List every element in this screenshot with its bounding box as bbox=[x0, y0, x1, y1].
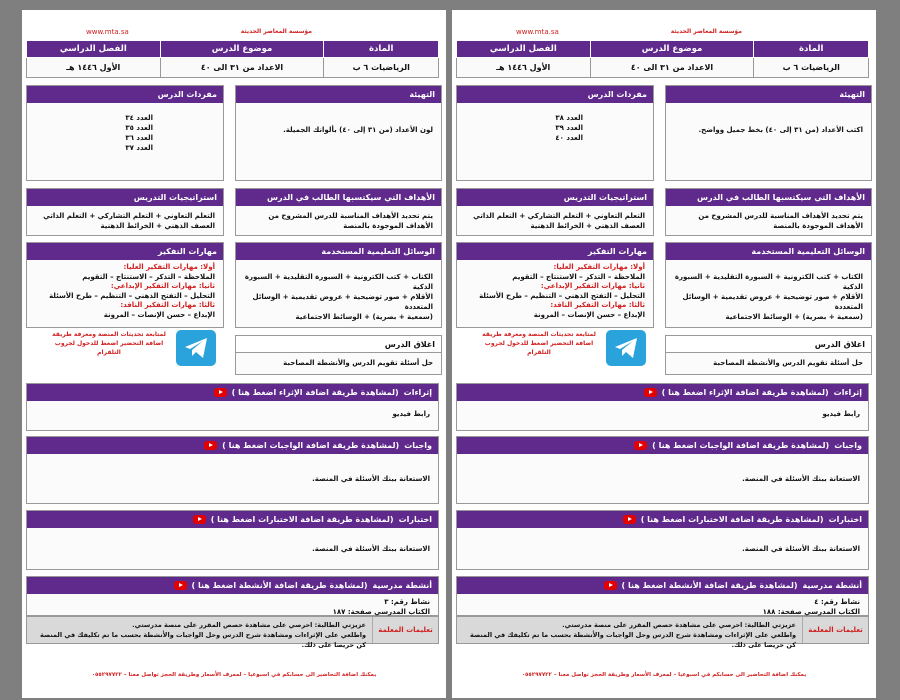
thinking-heading-2: ثانيا: مهارات التفكير الإبداعي: bbox=[540, 282, 645, 290]
intro-box bbox=[665, 85, 872, 181]
tests-box bbox=[26, 510, 439, 570]
term-value: الأول ١٤٤٦ هـ bbox=[457, 58, 591, 78]
intro-box bbox=[235, 85, 442, 181]
telegram-text[interactable]: لمتابعة تحديثات المنصة ومعرفة طريقة اضافة التحضير اضغط للدخول لجروب التلقرام bbox=[52, 331, 166, 356]
page-footer: يمكنك اضافة التحاضير الى حسابكم في اسبوعيا – لمعرف الأسعار وطريقة الحجز تواصل معنا – ٠٥٥٢٩٧٧٢٢ bbox=[91, 672, 377, 678]
thinking-line-3: الإبداع – حسن الإنصات – المرونة bbox=[103, 310, 215, 319]
activity-number: نشاط رقم: ٣ bbox=[384, 598, 430, 606]
telegram-promo[interactable] bbox=[26, 328, 224, 376]
thinking-heading-1: أولا: مهارات التفكير العليا: bbox=[553, 263, 645, 271]
homework-header bbox=[457, 437, 868, 454]
activity-header bbox=[457, 577, 868, 594]
activity-title: أنشطة مدرسية bbox=[802, 581, 862, 590]
vocab-box bbox=[26, 85, 224, 181]
thinking-line-1: الملاحظة – التذكر – الاستنتاج – التقويم bbox=[82, 272, 215, 281]
goals-title: الأهداف التي سيكتسبها الطالب في الدرس bbox=[666, 189, 871, 206]
thinking-title: مهارات التفكير bbox=[27, 243, 223, 260]
activity-guide-link[interactable]: (لمشاهدة طريقة اضافة الأنشطة اضغط هنا ) bbox=[191, 581, 368, 590]
lesson-info-table bbox=[26, 40, 439, 78]
subject-header: المادة bbox=[754, 41, 869, 58]
goals-box bbox=[235, 188, 442, 236]
organization-name: مؤسسة المعاصر الحديثة bbox=[240, 28, 312, 35]
strategies-line-1: التعلم التعاوني + التعلم التشاركي + التعلم الذاتي bbox=[473, 212, 645, 220]
intro-text: اكتب الأعداد (من ٣١ إلى ٤٠) بخط جميل وواضح. bbox=[698, 126, 863, 134]
strategies-title: استراتيجيات التدريس bbox=[27, 189, 223, 206]
tests-header bbox=[457, 511, 868, 528]
media-line-3: (سمعية + بصرية) + الوسائط الاجتماعية bbox=[295, 313, 433, 321]
thinking-box bbox=[26, 242, 224, 328]
vocab-item: العدد ٣٩ bbox=[555, 124, 583, 132]
homework-guide-link[interactable]: (لمشاهدة طريقة اضافة الواجبات اضغط هنا ) bbox=[222, 441, 400, 450]
strategies-line-2: العصف الذهني + الخرائط الذهنية bbox=[530, 222, 645, 230]
teacher-notes bbox=[26, 616, 439, 649]
vocab-list bbox=[457, 103, 653, 148]
enrichment-box bbox=[456, 383, 869, 431]
closing-text: حل أسئلة تقويم الدرس والأنشطة المصاحبة bbox=[283, 359, 433, 367]
activity-box bbox=[456, 576, 869, 616]
enrichment-guide-link[interactable]: (لمشاهدة طريقة اضافة الإثراء اضغط هنا ) bbox=[231, 388, 399, 397]
media-box bbox=[235, 242, 442, 328]
vocab-item: العدد ٣٥ bbox=[125, 124, 153, 132]
homework-header bbox=[27, 437, 438, 454]
tests-title: اختبارات bbox=[828, 515, 862, 524]
strategies-box bbox=[26, 188, 224, 236]
enrichment-title: إثراءات bbox=[403, 388, 432, 397]
tests-guide-link[interactable]: (لمشاهدة طريقة اضافة الاختبارات اضغط هنا ) bbox=[640, 515, 824, 524]
goals-box bbox=[665, 188, 872, 236]
lesson-info-table bbox=[456, 40, 869, 78]
enrichment-guide-link[interactable]: (لمشاهدة طريقة اضافة الإثراء اضغط هنا ) bbox=[661, 388, 829, 397]
goals-title: الأهداف التي سيكتسبها الطالب في الدرس bbox=[236, 189, 441, 206]
media-line-2: الأقلام + صور توضيحية + عروض تقديمية + الوسائل المتعددة bbox=[252, 293, 433, 311]
enrichment-header bbox=[27, 384, 438, 401]
activity-number: نشاط رقم: ٤ bbox=[814, 598, 860, 606]
media-line-3: (سمعية + بصرية) + الوسائط الاجتماعية bbox=[725, 313, 863, 321]
youtube-icon[interactable] bbox=[623, 515, 636, 524]
closing-text: حل أسئلة تقويم الدرس والأنشطة المصاحبة bbox=[713, 359, 863, 367]
website-link[interactable]: www.mta.sa bbox=[516, 28, 559, 36]
closing-box bbox=[665, 335, 872, 375]
thinking-heading-3: ثالثا: مهارات التفكير الناقد: bbox=[120, 301, 215, 309]
homework-box bbox=[26, 436, 439, 504]
vocab-box bbox=[456, 85, 654, 181]
lesson-page-1 bbox=[22, 10, 446, 698]
subject-header: المادة bbox=[324, 41, 439, 58]
media-title: الوسائل التعليمية المستخدمة bbox=[236, 243, 441, 260]
lesson-page-2 bbox=[452, 10, 876, 698]
telegram-icon[interactable] bbox=[606, 330, 646, 366]
telegram-promo[interactable] bbox=[456, 328, 654, 376]
vocab-list bbox=[27, 103, 223, 158]
vocab-item: العدد ٣٧ bbox=[125, 144, 153, 152]
homework-guide-link[interactable]: (لمشاهدة طريقة اضافة الواجبات اضغط هنا ) bbox=[652, 441, 830, 450]
youtube-icon[interactable] bbox=[604, 581, 617, 590]
strategies-line-2: العصف الذهني + الخرائط الذهنية bbox=[100, 222, 215, 230]
media-line-2: الأقلام + صور توضيحية + عروض تقديمية + الوسائل المتعددة bbox=[682, 293, 863, 311]
telegram-text[interactable]: لمتابعة تحديثات المنصة ومعرفة طريقة اضافة التحضير اضغط للدخول لجروب التلقرام bbox=[482, 331, 596, 356]
homework-title: واجبات bbox=[834, 441, 862, 450]
activity-header bbox=[27, 577, 438, 594]
teacher-notes-line-1: عزيزتي الطالبة: احرصي على مشاهدة حصص المقرر على منصة مدرستي. bbox=[132, 621, 366, 629]
homework-title: واجبات bbox=[404, 441, 432, 450]
thinking-line-2: التحليل – التفتح الذهني – التنظيم – طرح الأسئلة bbox=[479, 291, 645, 300]
tests-box bbox=[456, 510, 869, 570]
thinking-heading-2: ثانيا: مهارات التفكير الإبداعي: bbox=[110, 282, 215, 290]
page-header bbox=[466, 28, 862, 38]
page-footer: يمكنك اضافة التحاضير الى حسابكم في اسبوعيا – لمعرف الأسعار وطريقة الحجز تواصل معنا – ٠٥٥٢٩٧٧٢٢ bbox=[521, 672, 807, 678]
topic-header: موضوع الدرس bbox=[590, 41, 754, 58]
tests-header bbox=[27, 511, 438, 528]
topic-header: موضوع الدرس bbox=[160, 41, 324, 58]
thinking-line-3: الإبداع – حسن الإنصات – المرونة bbox=[533, 310, 645, 319]
vocab-item: العدد ٣٦ bbox=[125, 134, 153, 142]
teacher-notes-label: تعليمات المعلمة bbox=[372, 617, 438, 643]
thinking-heading-3: ثالثا: مهارات التفكير الناقد: bbox=[550, 301, 645, 309]
thinking-line-1: الملاحظة – التذكر – الاستنتاج – التقويم bbox=[512, 272, 645, 281]
homework-box bbox=[456, 436, 869, 504]
topic-value: الاعداد من ٣١ الى ٤٠ bbox=[590, 58, 754, 78]
thinking-line-2: التحليل – التفتح الذهني – التنظيم – طرح الأسئلة bbox=[49, 291, 215, 300]
subject-value: الرياضيات ٦ ب bbox=[754, 58, 869, 78]
activity-title: أنشطة مدرسية bbox=[372, 581, 432, 590]
media-line-1: الكتاب + كتب الكترونية + السبورة التقليدية + السبورة الذكية bbox=[674, 273, 863, 291]
intro-text: لون الأعداد (من ٣١ إلى ٤٠) بألوانك الجميلة. bbox=[283, 126, 433, 134]
term-header: الفصل الدراسي bbox=[457, 41, 591, 58]
youtube-icon[interactable] bbox=[214, 388, 227, 397]
teacher-notes-line-1: عزيزتي الطالبة: احرصي على مشاهدة حصص المقرر على منصة مدرستي. bbox=[562, 621, 796, 629]
youtube-icon[interactable] bbox=[634, 441, 647, 450]
vocab-item: العدد ٣٨ bbox=[555, 114, 583, 122]
vocab-item: العدد ٣٤ bbox=[125, 114, 153, 122]
enrichment-header bbox=[457, 384, 868, 401]
vocab-title: مفردات الدرس bbox=[457, 86, 653, 103]
strategies-box bbox=[456, 188, 654, 236]
enrichment-box bbox=[26, 383, 439, 431]
thinking-box bbox=[456, 242, 654, 328]
topic-value: الاعداد من ٣١ الى ٤٠ bbox=[160, 58, 324, 78]
tests-text: الاستعانة ببنك الأسئلة في المنصة. bbox=[742, 545, 860, 553]
media-line-1: الكتاب + كتب الكترونية + السبورة التقليدية + السبورة الذكية bbox=[244, 273, 433, 291]
goals-text: يتم تحديد الأهداف المناسبة للدرس المشروح من الأهداف الموجودة بالمنصة bbox=[268, 212, 433, 230]
teacher-notes-label: تعليمات المعلمة bbox=[802, 617, 868, 643]
vocab-title: مفردات الدرس bbox=[27, 86, 223, 103]
media-title: الوسائل التعليمية المستخدمة bbox=[666, 243, 871, 260]
term-value: الأول ١٤٤٦ هـ bbox=[27, 58, 161, 78]
youtube-icon[interactable] bbox=[644, 388, 657, 397]
closing-title: اغلاق الدرس bbox=[236, 336, 441, 353]
activity-page: الكتاب المدرسي صفحة: ١٨٧ bbox=[332, 608, 430, 616]
vocab-item: العدد ٤٠ bbox=[555, 134, 583, 142]
media-box bbox=[665, 242, 872, 328]
tests-guide-link[interactable]: (لمشاهدة طريقة اضافة الاختبارات اضغط هنا ) bbox=[210, 515, 394, 524]
thinking-title: مهارات التفكير bbox=[457, 243, 653, 260]
strategies-line-1: التعلم التعاوني + التعلم التشاركي + التعلم الذاتي bbox=[43, 212, 215, 220]
enrichment-title: إثراءات bbox=[833, 388, 862, 397]
tests-text: الاستعانة ببنك الأسئلة في المنصة. bbox=[312, 545, 430, 553]
closing-title: اغلاق الدرس bbox=[666, 336, 871, 353]
tests-title: اختبارات bbox=[398, 515, 432, 524]
closing-box bbox=[235, 335, 442, 375]
youtube-icon[interactable] bbox=[174, 581, 187, 590]
teacher-notes-line-2: واطلعي على الإثراءات ومشاهدة شرح الدرس وحل الواجبات والأنشطة بحسب ما تم تكليفك في المنصة كن حريصا على ذلك. bbox=[470, 631, 796, 649]
activity-page: الكتاب المدرسي صفحة: ١٨٨ bbox=[762, 608, 860, 616]
youtube-icon[interactable] bbox=[193, 515, 206, 524]
telegram-icon[interactable] bbox=[176, 330, 216, 366]
enrichment-text: رابط فيديو bbox=[392, 410, 430, 418]
page-header bbox=[36, 28, 432, 38]
website-link[interactable]: www.mta.sa bbox=[86, 28, 129, 36]
term-header: الفصل الدراسي bbox=[27, 41, 161, 58]
intro-title: التهيئة bbox=[236, 86, 441, 103]
intro-title: التهيئة bbox=[666, 86, 871, 103]
teacher-notes bbox=[456, 616, 869, 649]
thinking-heading-1: أولا: مهارات التفكير العليا: bbox=[123, 263, 215, 271]
youtube-icon[interactable] bbox=[204, 441, 217, 450]
subject-value: الرياضيات ٦ ب bbox=[324, 58, 439, 78]
homework-text: الاستعانة ببنك الأسئلة في المنصة. bbox=[312, 475, 430, 483]
goals-text: يتم تحديد الأهداف المناسبة للدرس المشروح من الأهداف الموجودة بالمنصة bbox=[698, 212, 863, 230]
activity-guide-link[interactable]: (لمشاهدة طريقة اضافة الأنشطة اضغط هنا ) bbox=[621, 581, 798, 590]
enrichment-text: رابط فيديو bbox=[822, 410, 860, 418]
organization-name: مؤسسة المعاصر الحديثة bbox=[670, 28, 742, 35]
homework-text: الاستعانة ببنك الأسئلة في المنصة. bbox=[742, 475, 860, 483]
teacher-notes-line-2: واطلعي على الإثراءات ومشاهدة شرح الدرس وحل الواجبات والأنشطة بحسب ما تم تكليفك في المنصة كن حريصا على ذلك. bbox=[40, 631, 366, 649]
activity-box bbox=[26, 576, 439, 616]
strategies-title: استراتيجيات التدريس bbox=[457, 189, 653, 206]
